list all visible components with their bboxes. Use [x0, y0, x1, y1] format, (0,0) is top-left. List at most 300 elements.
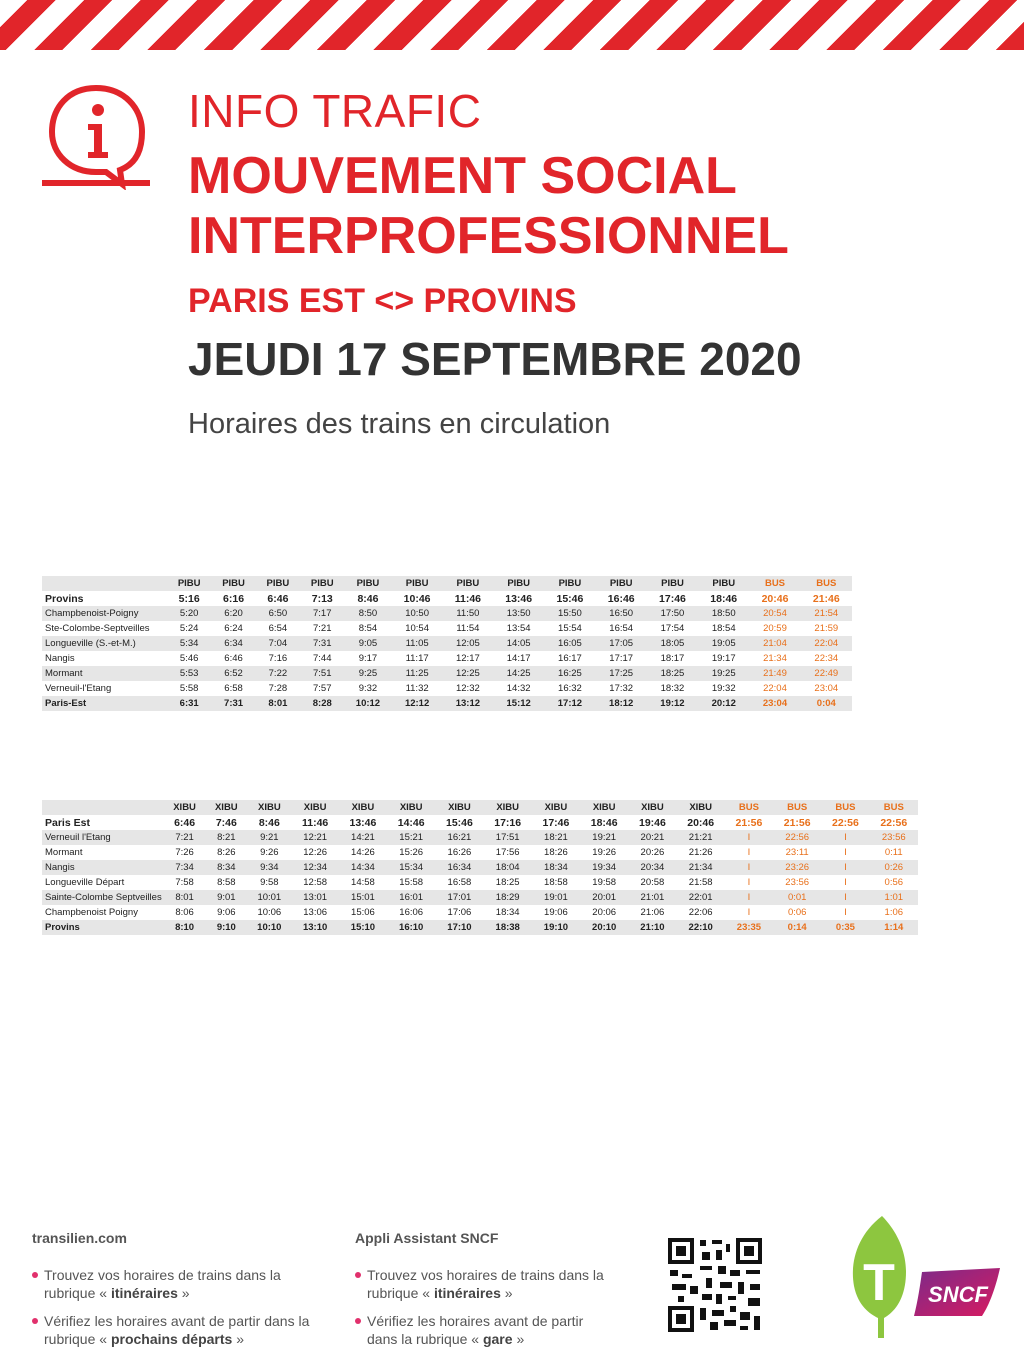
timetable-provins-paris — [42, 576, 852, 711]
time-cell: I — [725, 890, 773, 905]
table-row — [42, 621, 852, 636]
time-cell: 15:06 — [351, 907, 375, 918]
service-code-cell: PIBU — [647, 576, 698, 591]
time-cell: 0:01 — [773, 890, 821, 905]
time-cell: 11:25 — [391, 666, 442, 681]
time-cell: 21:34 — [763, 653, 787, 664]
time-cell: 17:50 — [647, 606, 698, 621]
time-cell: 21:59 — [814, 623, 839, 634]
time-cell: 18:05 — [647, 636, 698, 651]
station-name-cell: Longueville Départ — [45, 877, 125, 888]
time-cell: 6:52 — [211, 666, 255, 681]
time-cell: 9:06 — [217, 907, 236, 918]
time-cell: 20:26 — [640, 847, 665, 858]
time-cell: 8:28 — [300, 696, 344, 711]
time-cell: 17:16 — [494, 816, 522, 829]
time-cell: 8:01 — [164, 890, 206, 905]
time-cell: 19:25 — [698, 666, 749, 681]
time-cell: 18:58 — [544, 877, 568, 888]
time-cell: 19:17 — [711, 653, 736, 664]
page-title-line2: INTERPROFESSIONNEL — [188, 207, 789, 265]
service-code-cell: XIBU — [247, 800, 291, 815]
time-cell: 16:54 — [609, 623, 634, 634]
time-cell: 0:26 — [870, 860, 918, 875]
time-cell: 20:10 — [580, 920, 628, 935]
table-row — [42, 830, 918, 845]
time-cell: 12:34 — [291, 860, 338, 875]
time-cell: 16:26 — [447, 847, 472, 858]
time-cell: I — [844, 907, 847, 918]
time-cell: I — [747, 847, 751, 858]
service-code-cell: PIBU — [391, 576, 442, 591]
time-cell: 14:58 — [351, 877, 375, 888]
time-cell: 6:46 — [267, 592, 289, 605]
time-cell: 15:10 — [339, 920, 387, 935]
time-cell: 20:21 — [628, 830, 676, 845]
station-name-cell: Ste-Colombe-Septveilles — [45, 623, 150, 634]
time-cell: 14:17 — [506, 653, 531, 664]
time-cell: 17:06 — [447, 907, 472, 918]
station-header-cell — [42, 800, 164, 815]
time-cell: 18:25 — [495, 877, 520, 888]
time-cell: 6:20 — [211, 606, 255, 621]
transilien-letter: T — [863, 1254, 895, 1312]
time-cell: 15:21 — [387, 830, 435, 845]
time-cell: 0:11 — [884, 847, 903, 858]
time-cell: 23:04 — [814, 683, 839, 694]
time-cell: 0:35 — [821, 920, 869, 935]
table-row — [42, 845, 918, 860]
service-code-cell: XIBU — [387, 800, 435, 815]
time-cell: 8:06 — [175, 907, 194, 918]
time-cell: 14:32 — [506, 683, 531, 694]
service-code-cell: PIBU — [211, 576, 255, 591]
footer-bullet: Trouvez vos horaires de trains dans la rubrique « itinéraires » — [355, 1266, 605, 1302]
time-cell: 7:57 — [313, 683, 332, 694]
station-name-cell: Longueville (S.-et-M.) — [42, 636, 167, 651]
footer-bullet: Trouvez vos horaires de trains dans la rubrique « itinéraires » — [32, 1266, 332, 1302]
time-cell: 21:06 — [640, 907, 665, 918]
time-cell: 10:54 — [405, 623, 429, 634]
time-cell: 13:01 — [291, 890, 338, 905]
time-cell: 18:26 — [544, 847, 568, 858]
time-cell: 1:06 — [884, 907, 904, 918]
hazard-stripe-banner — [0, 0, 1024, 50]
bullet-icon — [32, 1272, 38, 1278]
time-cell: 21:54 — [801, 606, 852, 621]
time-cell: 14:25 — [493, 666, 544, 681]
time-cell: 22:56 — [773, 830, 821, 845]
time-cell: 12:26 — [303, 847, 328, 858]
table-row — [42, 875, 918, 890]
service-code-cell: XIBU — [580, 800, 628, 815]
table-row — [42, 920, 918, 935]
time-cell: 8:46 — [357, 592, 379, 605]
station-name-cell: Provins — [45, 592, 84, 605]
time-cell: 8:01 — [256, 696, 300, 711]
time-cell: 7:28 — [268, 683, 288, 694]
subtitle: Horaires des trains en circulation — [188, 408, 611, 440]
time-cell: 18:21 — [532, 830, 580, 845]
time-cell: 14:46 — [397, 816, 425, 829]
time-cell: 8:34 — [205, 860, 247, 875]
time-cell: 1:14 — [870, 920, 918, 935]
time-cell: 15:34 — [387, 860, 435, 875]
service-code-cell: PIBU — [698, 576, 749, 591]
time-cell: 7:21 — [313, 623, 332, 634]
time-cell: 21:58 — [688, 877, 713, 888]
time-cell: 19:21 — [580, 830, 628, 845]
time-cell: I — [844, 847, 847, 858]
time-cell: 17:01 — [435, 890, 483, 905]
time-cell: 17:56 — [495, 847, 520, 858]
time-cell: 7:04 — [256, 636, 300, 651]
bullet-icon — [355, 1318, 361, 1324]
station-name-cell: Verneuil l'Etang — [42, 830, 164, 845]
service-code-cell: PIBU — [344, 576, 391, 591]
time-cell: 10:01 — [247, 890, 291, 905]
time-cell: 18:34 — [532, 860, 580, 875]
time-cell: 10:10 — [247, 920, 291, 935]
time-cell: 9:21 — [247, 830, 291, 845]
time-cell: 11:05 — [391, 636, 442, 651]
footer-bullet: Vérifiez les horaires avant de partir dans la rubrique « prochains départs » — [32, 1312, 332, 1348]
time-cell: 0:56 — [884, 877, 904, 888]
time-cell: 23:35 — [725, 920, 773, 935]
time-cell: 7:26 — [175, 847, 194, 858]
time-cell: 20:54 — [749, 606, 800, 621]
time-cell: 18:32 — [660, 683, 685, 694]
service-code-cell: BUS — [801, 576, 852, 591]
time-cell: 17:51 — [484, 830, 532, 845]
time-cell: 12:05 — [443, 636, 493, 651]
time-cell: 11:46 — [302, 816, 329, 829]
time-cell: 23:04 — [749, 696, 800, 711]
time-cell: 18:38 — [484, 920, 532, 935]
service-code-cell: BUS — [725, 800, 773, 815]
time-cell: 5:16 — [178, 592, 200, 605]
time-cell: 6:46 — [174, 816, 196, 829]
service-code-cell: PIBU — [443, 576, 493, 591]
service-code-cell: PIBU — [493, 576, 544, 591]
time-cell: 21:26 — [688, 847, 713, 858]
station-name-cell: Paris Est — [45, 816, 90, 829]
time-cell: 12:32 — [455, 683, 480, 694]
time-cell: I — [821, 830, 869, 845]
time-cell: 16:25 — [544, 666, 595, 681]
time-cell: 5:24 — [179, 623, 199, 634]
time-cell: 7:31 — [300, 636, 344, 651]
time-cell: 13:10 — [291, 920, 338, 935]
qr-code-icon[interactable] — [666, 1236, 764, 1334]
time-cell: 8:54 — [358, 623, 378, 634]
time-cell: 18:46 — [590, 816, 618, 829]
service-code-cell: BUS — [870, 800, 918, 815]
bullet-icon — [32, 1318, 38, 1324]
time-cell: 17:10 — [435, 920, 483, 935]
time-cell: 5:34 — [167, 636, 211, 651]
footer-transilien — [32, 1230, 332, 1358]
time-cell: 6:34 — [211, 636, 255, 651]
time-cell: 19:58 — [592, 877, 617, 888]
time-cell: 0:14 — [773, 920, 821, 935]
time-cell: 16:06 — [399, 907, 424, 918]
service-code-cell: XIBU — [484, 800, 532, 815]
time-cell: 7:46 — [215, 816, 237, 829]
table-row — [42, 681, 852, 696]
time-cell: 18:04 — [484, 860, 532, 875]
time-cell: 16:17 — [558, 653, 582, 664]
footer-app-title: Appli Assistant SNCF — [355, 1230, 499, 1246]
time-cell: 5:46 — [179, 653, 199, 664]
time-cell: 17:05 — [596, 636, 647, 651]
time-cell: 22:49 — [801, 666, 852, 681]
table-row — [42, 591, 852, 606]
time-cell: 20:34 — [628, 860, 676, 875]
time-cell: 18:29 — [484, 890, 532, 905]
station-name-cell: Nangis — [45, 653, 75, 664]
table-row — [42, 890, 918, 905]
time-cell: 17:32 — [609, 683, 634, 694]
time-cell: 20:06 — [592, 907, 617, 918]
time-cell: 17:54 — [660, 623, 685, 634]
service-code-cell: PIBU — [544, 576, 595, 591]
time-cell: 6:46 — [224, 653, 243, 664]
time-cell: 15:46 — [556, 592, 584, 605]
date-title: JEUDI 17 SEPTEMBRE 2020 — [188, 333, 802, 385]
time-cell: 19:06 — [544, 907, 568, 918]
time-cell: 19:26 — [592, 847, 617, 858]
service-code-cell: XIBU — [291, 800, 338, 815]
time-cell: 17:46 — [542, 816, 570, 829]
time-cell: 7:17 — [300, 606, 344, 621]
service-code-cell: XIBU — [628, 800, 676, 815]
timetable-paris-provins — [42, 800, 918, 935]
time-cell: 15:54 — [558, 623, 582, 634]
station-name-cell: Verneuil-l'Etang — [45, 683, 112, 694]
table-row — [42, 815, 918, 830]
service-code-cell: XIBU — [532, 800, 580, 815]
time-cell: 22:04 — [763, 683, 787, 694]
time-cell: 9:05 — [344, 636, 391, 651]
time-cell: 7:21 — [164, 830, 206, 845]
time-cell: 21:10 — [628, 920, 676, 935]
time-cell: 10:12 — [344, 696, 391, 711]
time-cell: 21:56 — [783, 816, 811, 829]
time-cell: 6:58 — [224, 683, 243, 694]
time-cell: 16:01 — [387, 890, 435, 905]
time-cell: 21:21 — [677, 830, 725, 845]
time-cell: 11:50 — [443, 606, 493, 621]
time-cell: 6:54 — [268, 623, 288, 634]
footer-app — [355, 1230, 605, 1358]
time-cell: 19:34 — [580, 860, 628, 875]
time-cell: 21:46 — [812, 592, 840, 605]
time-cell: 6:31 — [167, 696, 211, 711]
time-cell: I — [747, 877, 751, 888]
time-cell: 22:10 — [677, 920, 725, 935]
table-row — [42, 651, 852, 666]
time-cell: 5:20 — [167, 606, 211, 621]
time-cell: I — [821, 860, 869, 875]
time-cell: I — [821, 890, 869, 905]
time-cell: 1:01 — [870, 890, 918, 905]
time-cell: 23:11 — [785, 847, 809, 858]
time-cell: 22:56 — [880, 816, 908, 829]
service-code-cell: XIBU — [677, 800, 725, 815]
service-code-cell: PIBU — [300, 576, 344, 591]
time-cell: 10:46 — [403, 592, 431, 605]
service-code-cell: PIBU — [596, 576, 647, 591]
time-cell: 18:54 — [711, 623, 736, 634]
time-cell: 20:01 — [580, 890, 628, 905]
time-cell: 13:06 — [303, 907, 328, 918]
time-cell: 16:50 — [596, 606, 647, 621]
info-trafic-heading: INFO TRAFIC — [188, 85, 482, 137]
time-cell: I — [725, 830, 773, 845]
time-cell: 8:46 — [258, 816, 280, 829]
time-cell: 16:34 — [435, 860, 483, 875]
time-cell: 9:58 — [260, 877, 279, 888]
time-cell: 22:56 — [832, 816, 859, 829]
station-header-cell — [42, 576, 167, 591]
time-cell: 21:56 — [735, 816, 763, 829]
time-cell: 9:25 — [344, 666, 391, 681]
time-cell: 19:01 — [532, 890, 580, 905]
time-cell: 11:46 — [454, 592, 482, 605]
time-cell: 17:46 — [659, 592, 686, 605]
time-cell: 13:46 — [349, 816, 377, 829]
time-cell: 12:17 — [455, 653, 480, 664]
time-cell: 20:59 — [763, 623, 787, 634]
service-code-cell: BUS — [821, 800, 869, 815]
time-cell: 11:32 — [405, 683, 429, 694]
time-cell: 21:34 — [677, 860, 725, 875]
service-code-cell: XIBU — [339, 800, 387, 815]
time-cell: 19:46 — [639, 816, 666, 829]
time-cell: 9:10 — [205, 920, 247, 935]
time-cell: 5:58 — [179, 683, 199, 694]
service-code-cell: BUS — [749, 576, 800, 591]
time-cell: 8:10 — [164, 920, 206, 935]
station-name-cell: Mormant — [45, 847, 83, 858]
time-cell: 6:16 — [223, 592, 245, 605]
time-cell: 19:10 — [532, 920, 580, 935]
time-cell: 8:58 — [217, 877, 236, 888]
time-cell: 8:26 — [217, 847, 236, 858]
footer-bullet: Vérifiez les horaires avant de partir dans la rubrique « gare » — [355, 1312, 605, 1348]
time-cell: 7:51 — [300, 666, 344, 681]
route-title: PARIS EST <> PROVINS — [188, 282, 577, 320]
time-cell: 16:10 — [387, 920, 435, 935]
time-cell: 23:56 — [870, 830, 918, 845]
station-name-cell: Provins — [42, 920, 164, 935]
transilien-logo — [848, 1214, 908, 1338]
time-cell: 16:21 — [435, 830, 483, 845]
time-cell: 13:54 — [506, 623, 531, 634]
time-cell: 20:58 — [640, 877, 665, 888]
station-name-cell: Sainte-Colombe Septveilles — [42, 890, 164, 905]
station-name-cell: Champbenoist Poigny — [45, 907, 138, 918]
time-cell: I — [844, 877, 847, 888]
time-cell: 12:25 — [443, 666, 493, 681]
time-cell: 7:34 — [164, 860, 206, 875]
info-speech-bubble-icon — [40, 80, 152, 190]
time-cell: 22:04 — [801, 636, 852, 651]
time-cell: 17:17 — [609, 653, 634, 664]
time-cell: 14:26 — [351, 847, 375, 858]
station-name-cell: Nangis — [42, 860, 164, 875]
table-row — [42, 860, 918, 875]
time-cell: 5:53 — [167, 666, 211, 681]
table-row — [42, 636, 852, 651]
time-cell: 15:58 — [399, 877, 424, 888]
service-code-cell: PIBU — [256, 576, 300, 591]
time-cell: 17:25 — [596, 666, 647, 681]
time-cell: 11:54 — [456, 623, 480, 634]
time-cell: 20:46 — [687, 816, 715, 829]
time-cell: 9:34 — [247, 860, 291, 875]
time-cell: 6:24 — [224, 623, 243, 634]
time-cell: 16:58 — [447, 877, 472, 888]
time-cell: 13:46 — [505, 592, 533, 605]
service-code-cell: BUS — [773, 800, 821, 815]
time-cell: 16:05 — [544, 636, 595, 651]
table-row — [42, 696, 852, 711]
time-cell: 12:58 — [303, 877, 328, 888]
station-name-cell: Mormant — [42, 666, 167, 681]
time-cell: 6:50 — [256, 606, 300, 621]
time-cell: 21:04 — [749, 636, 800, 651]
time-cell: 7:44 — [313, 653, 332, 664]
time-cell: 20:46 — [761, 592, 789, 605]
bullet-icon — [355, 1272, 361, 1278]
time-cell: I — [725, 860, 773, 875]
time-cell: 16:32 — [558, 683, 582, 694]
time-cell: 18:50 — [698, 606, 749, 621]
time-cell: 7:13 — [311, 592, 333, 605]
time-cell: 9:01 — [205, 890, 247, 905]
time-cell: 21:49 — [749, 666, 800, 681]
time-cell: 23:56 — [785, 877, 810, 888]
time-cell: 15:46 — [446, 816, 473, 829]
time-cell: 23:26 — [773, 860, 821, 875]
time-cell: 13:12 — [443, 696, 493, 711]
table-row — [42, 905, 918, 920]
time-cell: 18:46 — [710, 592, 738, 605]
footer-site-title[interactable]: transilien.com — [32, 1230, 127, 1246]
time-cell: 9:26 — [260, 847, 279, 858]
time-cell: 19:05 — [698, 636, 749, 651]
time-cell: 19:32 — [711, 683, 736, 694]
time-cell: 16:46 — [607, 592, 635, 605]
time-cell: 19:12 — [647, 696, 698, 711]
time-cell: 10:50 — [391, 606, 442, 621]
table-header-row — [42, 800, 918, 815]
time-cell: 7:58 — [175, 877, 194, 888]
time-cell: 14:34 — [339, 860, 387, 875]
time-cell: 9:32 — [358, 683, 378, 694]
service-code-cell: XIBU — [164, 800, 206, 815]
time-cell: 10:06 — [257, 907, 282, 918]
time-cell: 22:01 — [677, 890, 725, 905]
time-cell: 7:16 — [268, 653, 288, 664]
time-cell: 22:34 — [814, 653, 839, 664]
table-row — [42, 606, 852, 621]
time-cell: 20:12 — [698, 696, 749, 711]
time-cell: 14:21 — [339, 830, 387, 845]
time-cell: I — [747, 907, 751, 918]
